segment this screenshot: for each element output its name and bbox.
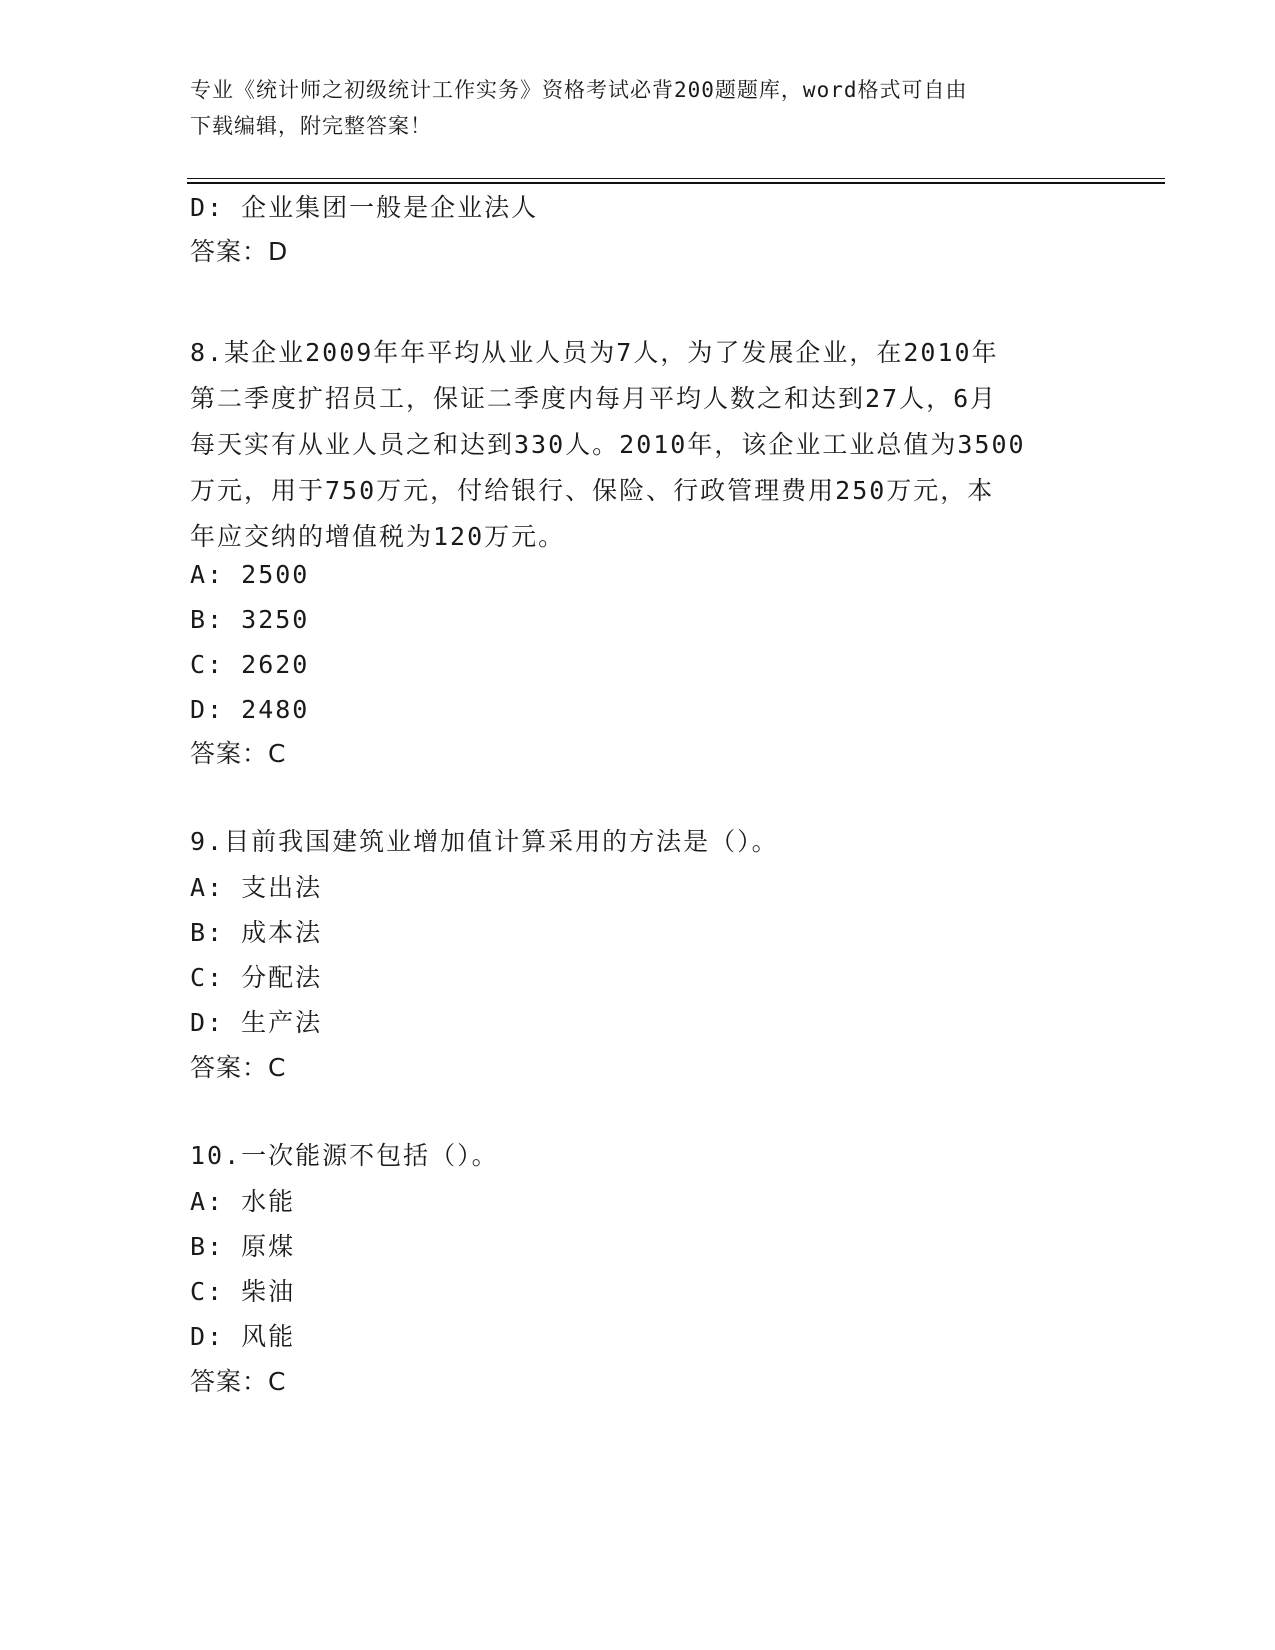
- q8-stem-line: 万元，用于750万元，付给银行、保险、行政管理费用250万元，本: [190, 476, 995, 505]
- q8-stem-line: 年应交纳的增值税为120万元。: [190, 522, 566, 551]
- q10-option-b: B: 原煤: [190, 1232, 296, 1261]
- q8-stem: [190, 330, 1090, 560]
- header-title-line-2: 下载编辑，附完整答案！: [190, 114, 432, 138]
- q7-answer: 答案：D: [190, 237, 289, 266]
- q8-option-b: B: 3250: [190, 605, 310, 634]
- q8-answer: 答案：C: [190, 739, 287, 768]
- q7-option-d: D: 企业集团一般是企业法人: [190, 193, 539, 222]
- q9-option-b: B: 成本法: [190, 918, 323, 947]
- q9-stem: 9.目前我国建筑业增加值计算采用的方法是（）。: [190, 827, 779, 856]
- q8-option-c: C: 2620: [190, 650, 310, 679]
- q9-answer: 答案：C: [190, 1053, 287, 1082]
- q10-option-c: C: 柴油: [190, 1277, 296, 1306]
- q8-stem-line: 第二季度扩招员工，保证二季度内每月平均人数之和达到27人，6月: [190, 384, 998, 413]
- q10-option-d: D: 风能: [190, 1322, 296, 1351]
- q8-stem-line: 8.某企业2009年年平均从业人员为7人，为了发展企业，在2010年: [190, 338, 999, 367]
- q8-stem-line: 每天实有从业人员之和达到330人。2010年，该企业工业总值为3500: [190, 430, 1026, 459]
- q8-option-d: D: 2480: [190, 695, 310, 724]
- q9-option-d: D: 生产法: [190, 1008, 323, 1037]
- q10-answer: 答案：C: [190, 1367, 287, 1396]
- q10-stem: 10.一次能源不包括（）。: [190, 1141, 499, 1170]
- header-title-line-1: 专业《统计师之初级统计工作实务》资格考试必背200题题库，word格式可自由: [190, 78, 968, 102]
- header-divider-thick: [187, 182, 1165, 184]
- header-divider-thin: [187, 178, 1165, 179]
- q8-option-a: A: 2500: [190, 560, 310, 589]
- q10-option-a: A: 水能: [190, 1187, 296, 1216]
- document-header: [190, 72, 1090, 144]
- q9-option-c: C: 分配法: [190, 963, 323, 992]
- q9-option-a: A: 支出法: [190, 873, 323, 902]
